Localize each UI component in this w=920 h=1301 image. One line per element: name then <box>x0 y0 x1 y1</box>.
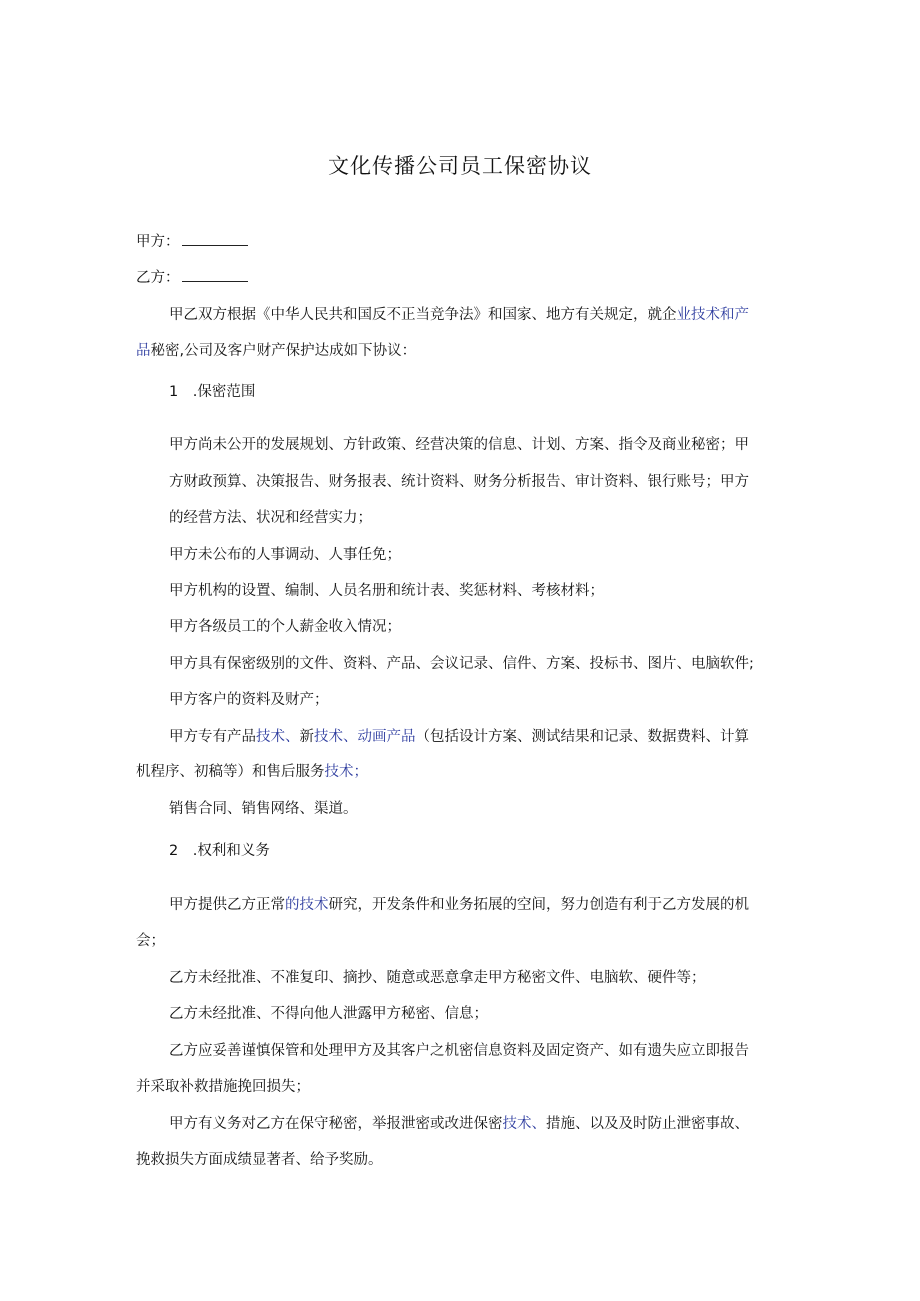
section-2-line-tech <box>169 1114 749 1134</box>
section-2-line: 乙方未经批准、不得向他人泄露甲方秘密、信息； <box>169 1006 488 1022</box>
party-a-label: 甲方： <box>136 234 180 250</box>
section-1-line: 甲方各级员工的个人薪金收入情况； <box>169 619 401 635</box>
section-1-line: 方财政预算、决策报告、财务报表、统计资料、财务分析报告、审计资料、银行账号；甲方 <box>169 474 749 490</box>
tech-link[interactable]: 技术、 <box>256 729 300 745</box>
party-b-line <box>136 267 248 288</box>
section-1-line: 甲方具有保密级别的文件、资料、产品、会议记录、信件、方案、投标书、图片、电脑软件; <box>169 656 754 672</box>
party-b-blank <box>182 267 248 282</box>
section-1-line: 甲方未公布的人事调动、人事任免； <box>169 547 401 563</box>
section-1-line-service <box>136 762 368 782</box>
section-1-line-tech <box>169 727 749 747</box>
text: 甲方专有产品 <box>169 729 256 745</box>
intro-line-2 <box>136 341 416 361</box>
intro-text-1: 甲乙双方根据《中华人民共和国反不正当竞争法》和国家、地方有关规定，就企 <box>169 307 677 323</box>
section-1-line: 甲方尚未公开的发展规划、方针政策、经营决策的信息、计划、方案、指令及商业秘密；甲 <box>169 437 749 453</box>
text: 研究，开发条件和业务拓展的空间，努力创造有利于乙方发展的机 <box>328 897 749 913</box>
tech-link[interactable]: 技术、 <box>502 1116 546 1132</box>
section-2-line: 并采取补救措施挽回损失； <box>136 1079 310 1095</box>
tech-link[interactable]: 技术、 <box>314 729 358 745</box>
section-2-line: 乙方未经批准、不准复印、摘抄、随意或恶意拿走甲方秘密文件、电脑软、硬件等； <box>169 970 706 986</box>
tech-link[interactable]: 的技术 <box>285 897 329 913</box>
tech-link[interactable]: 技术； <box>324 764 368 780</box>
party-a-blank <box>182 231 248 246</box>
document-title: 文化传播公司员工保密协议 <box>328 154 592 178</box>
text: 措施、以及及时防止泄密事故、 <box>546 1116 749 1132</box>
section-2-line-tech <box>169 895 749 915</box>
text: 机程序、初稿等）和售后服务 <box>136 764 325 780</box>
section-1-line: 甲方客户的资料及财产； <box>169 692 329 708</box>
intro-text-2: 秘密,公司及客户财产保护达成如下协议： <box>150 343 417 359</box>
text: 新 <box>299 729 314 745</box>
section-1-line: 甲方机构的设置、编制、人员名册和统计表、奖惩材料、考核材料； <box>169 583 604 599</box>
intro-link-1[interactable]: 业技术和产 <box>676 307 749 323</box>
section-2-line: 乙方应妥善谨慎保管和处理甲方及其客户之机密信息资料及固定资产、如有遗失应立即报告 <box>169 1043 749 1059</box>
intro-line-1 <box>169 305 749 325</box>
party-a-line <box>136 231 248 252</box>
section-1-heading: 1 .保密范围 <box>169 384 256 400</box>
text: （包括设计方案、测试结果和记录、数据费料、计算 <box>415 729 749 745</box>
section-2-line: 会； <box>136 933 165 949</box>
text: 甲方有义务对乙方在保守秘密，举报泄密或改进保密 <box>169 1116 503 1132</box>
section-2-heading: 2 .权利和义务 <box>169 843 270 859</box>
section-1-line: 的经营方法、状况和经营实力； <box>169 510 372 526</box>
text: 甲方提供乙方正常 <box>169 897 285 913</box>
intro-link-2[interactable]: 品 <box>136 343 151 359</box>
section-2-line: 挽救损失方面成绩显著者、给予奖励。 <box>136 1152 383 1168</box>
animation-product-link[interactable]: 动画产品 <box>357 729 416 745</box>
party-b-label: 乙方： <box>136 270 180 286</box>
section-1-line: 销售合同、销售网络、渠道。 <box>169 801 358 817</box>
